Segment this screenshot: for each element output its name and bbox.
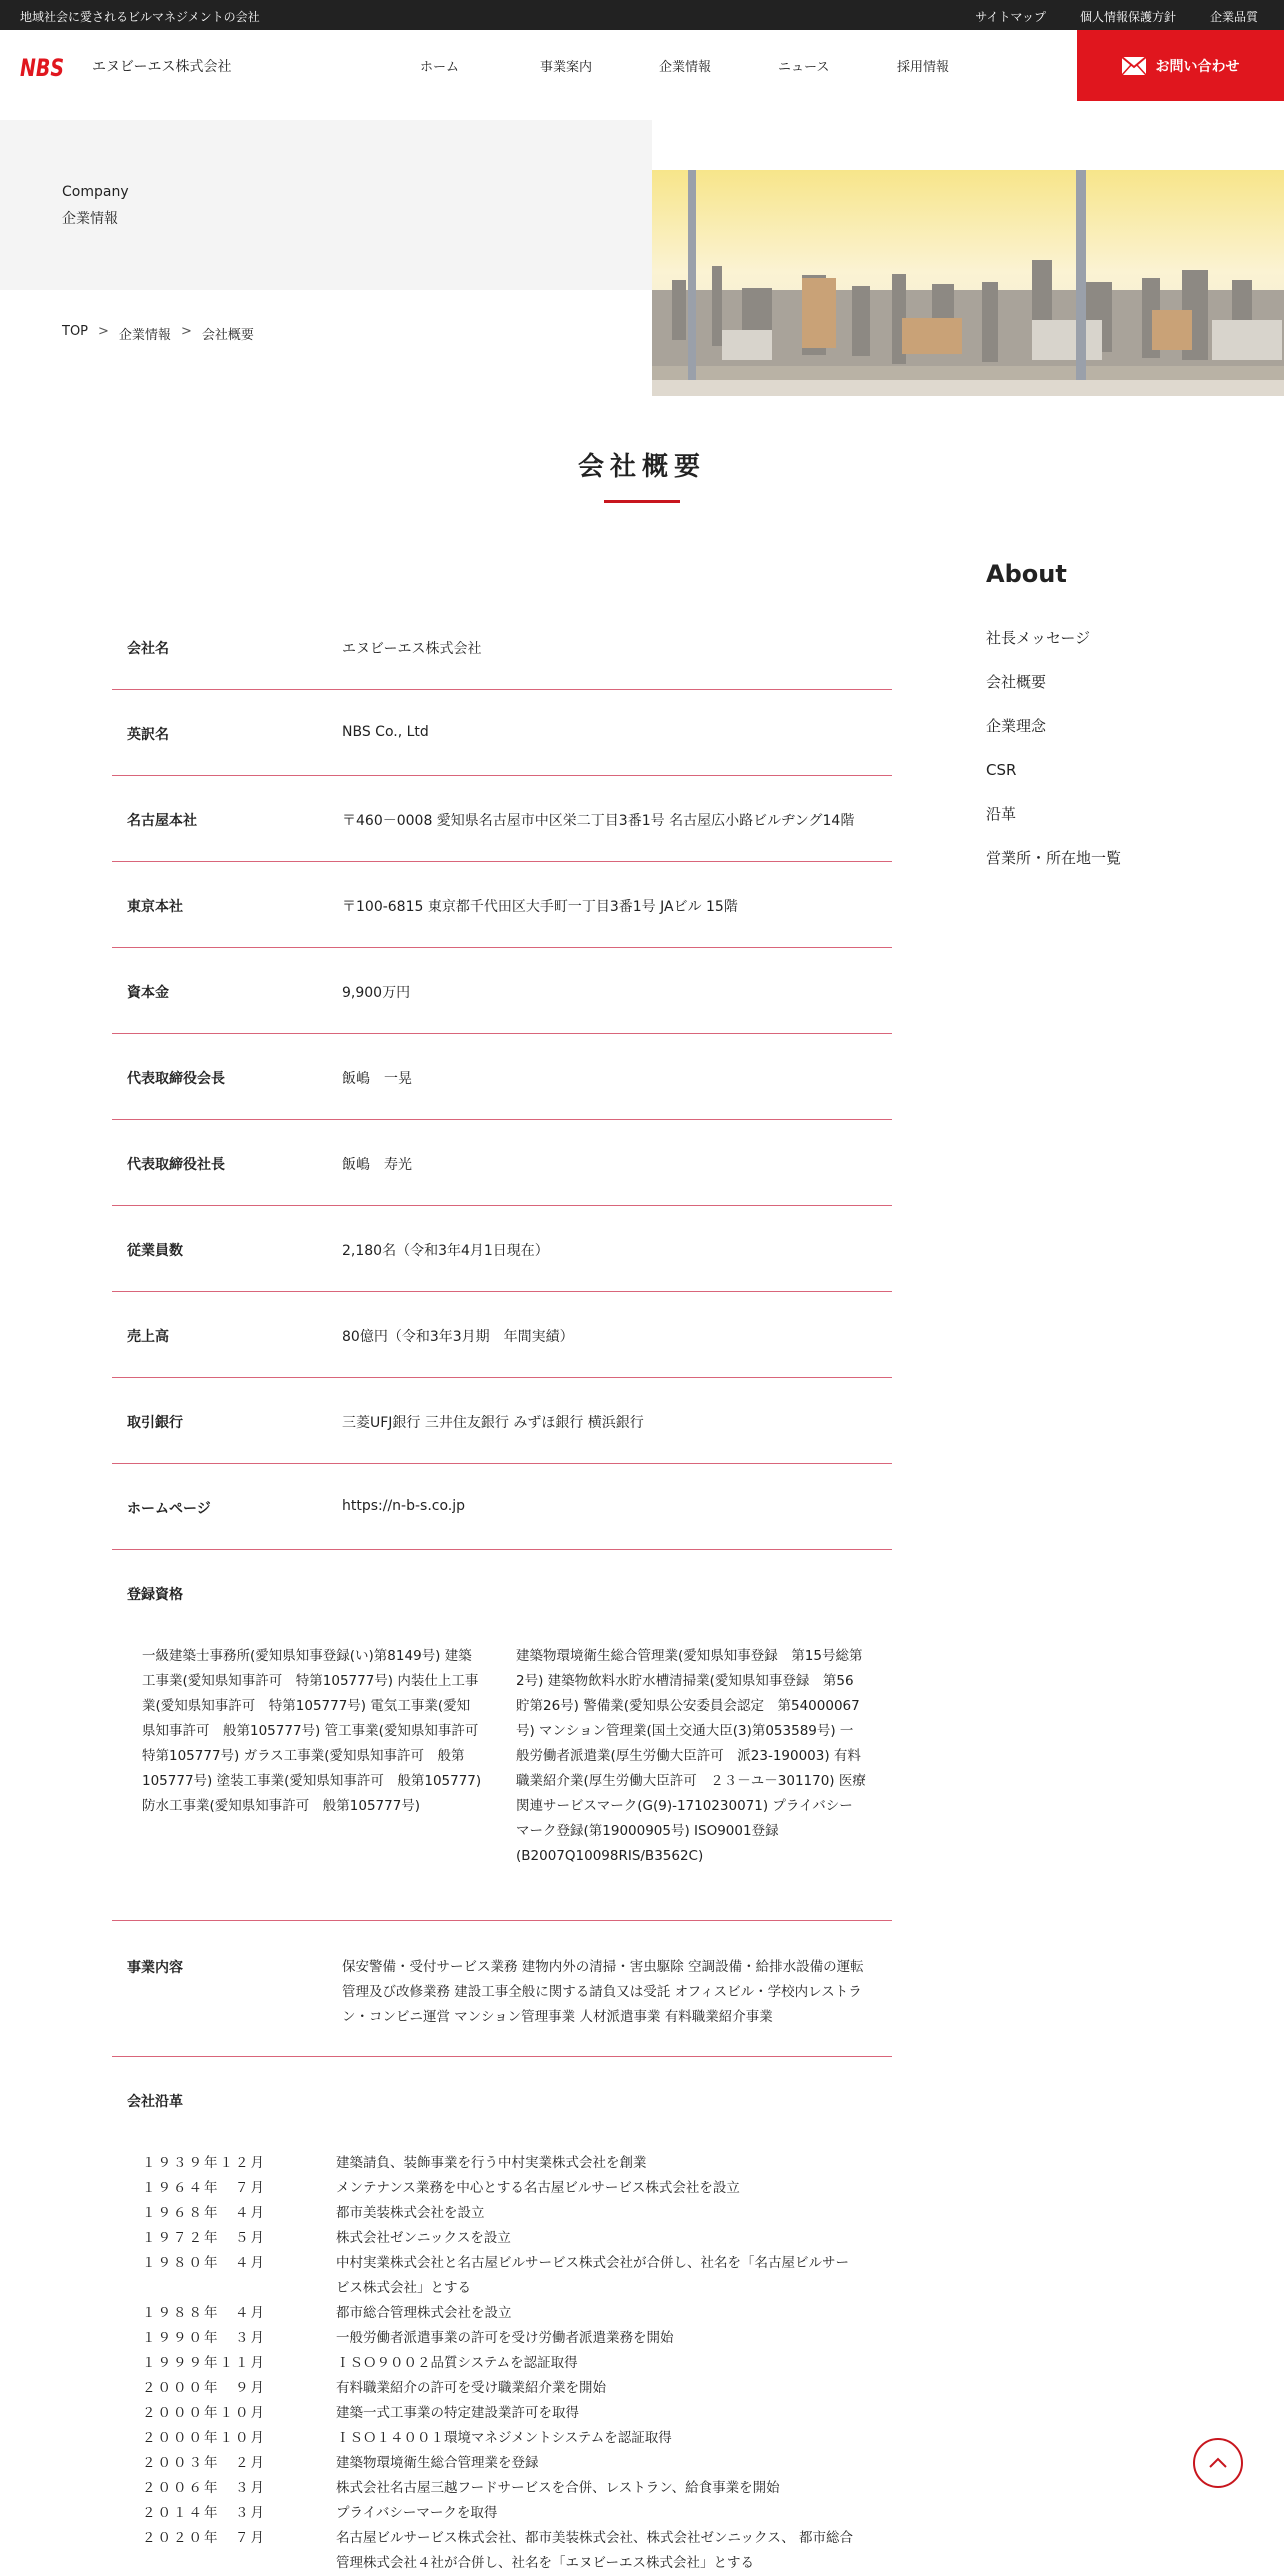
- utility-link-quality[interactable]: 企業品質: [1209, 10, 1258, 24]
- row-label: 代表取締役会長: [127, 1071, 225, 1087]
- side-item-profile[interactable]: 会社概要: [986, 673, 1047, 691]
- side-item-history[interactable]: 沿革: [986, 805, 1017, 823]
- row-label: 東京本社: [127, 899, 183, 915]
- row-label: 代表取締役社長: [127, 1157, 225, 1173]
- history-item: [142, 2451, 882, 2476]
- utility-link-sitemap[interactable]: サイトマップ: [975, 10, 1046, 24]
- row-label: 名古屋本社: [127, 813, 197, 829]
- side-nav-title: About: [986, 560, 1067, 588]
- row-label: 取引銀行: [127, 1415, 183, 1431]
- history-date: ２０００年 ９月: [142, 2380, 266, 2396]
- row-label: 会社沿革: [127, 2094, 183, 2110]
- breadcrumb-current: 会社概要: [201, 328, 254, 343]
- history-item: [142, 2401, 882, 2426]
- row-value: 〒100-6815 東京都千代田区大手町一丁目3番1号 JAビル 15階: [342, 899, 738, 915]
- hero-panel: [0, 120, 652, 290]
- table-row: [112, 1034, 892, 1120]
- history-date: １９９９年１１月: [142, 2355, 266, 2371]
- history-text: 名古屋ビルサービス株式会社、都市美装株式会社、株式会社ゼンニックス、 都市総合管理株式会社４社が合併し、社名を「エヌビーエス株式会社」とする: [336, 2530, 854, 2571]
- side-item-philosophy[interactable]: 企業理念: [986, 717, 1047, 735]
- history-text: 株式会社ゼンニックスを設立: [336, 2230, 511, 2246]
- row-label: 売上高: [127, 1329, 169, 1345]
- registration-list-left: 一級建築士事務所(愛知県知事登録(い)第8149号) 建築工事業(愛知県知事許可 特第105777号) 内装仕上工事業(愛知県知事許可 特第105777号) 電気工事業(愛知県知事許可 般第105777号) 管工事業(愛知県知事許可 特第105777号) ガラス工事業(愛知県知事許可 般第105777号) 塗装工事業(愛知県知事許可 般第105777) 防水工事業(愛知県知事許可 般第105777号): [142, 1648, 492, 1814]
- row-value: 三菱UFJ銀行 三井住友銀行 みずほ銀行 横浜銀行: [342, 1415, 644, 1431]
- history-text: 建築一式工事業の特定建設業許可を取得: [336, 2405, 579, 2421]
- history-text: ＩＳＯ１４００１環境マネジメントシステムを認証取得: [336, 2430, 672, 2446]
- table-row: [112, 1292, 892, 1378]
- history-item: [142, 2476, 882, 2501]
- row-value: 80億円（令和3年3月期 年間実績）: [342, 1329, 574, 1345]
- business-row: [112, 1921, 892, 2057]
- history-date: １９８８年 ４月: [142, 2305, 266, 2321]
- history-item: [142, 2526, 882, 2576]
- history-text: 都市総合管理株式会社を設立: [336, 2305, 512, 2321]
- table-row: [112, 1206, 892, 1292]
- table-row: [112, 1464, 892, 1550]
- contact-button[interactable]: [1077, 30, 1284, 101]
- row-label: 従業員数: [127, 1243, 183, 1259]
- hero-title-en: Company: [62, 184, 129, 200]
- history-item: [142, 2201, 882, 2226]
- history-text: 株式会社名古屋三越フードサービスを合併、レストラン、給食事業を開始: [336, 2480, 780, 2496]
- history-item: [142, 2376, 882, 2401]
- table-row: [112, 948, 892, 1034]
- row-value: エヌビーエス株式会社: [342, 641, 482, 657]
- utility-links: [975, 8, 1258, 25]
- homepage-link[interactable]: https://n-b-s.co.jp: [342, 1498, 466, 1514]
- history-text: メンテナンス業務を中心とする名古屋ビルサービス株式会社を設立: [336, 2180, 740, 2196]
- history-text: 有料職業紹介の許可を受け職業紹介業を開始: [336, 2380, 606, 2396]
- history-text: 一般労働者派遣事業の許可を受け労働者派遣業務を開始: [336, 2330, 674, 2346]
- cityscape-image: [652, 170, 1284, 396]
- row-label: 英訳名: [127, 727, 169, 743]
- history-date: １９６８年 ４月: [142, 2205, 266, 2221]
- row-label: 資本金: [127, 985, 169, 1001]
- registration-row: [112, 1550, 892, 1921]
- history-text: 都市美装株式会社を設立: [336, 2205, 485, 2221]
- nav-company[interactable]: 企業情報: [659, 60, 712, 75]
- breadcrumb-company[interactable]: 企業情報: [118, 328, 171, 343]
- history-date: １９７２年 ５月: [142, 2230, 266, 2246]
- side-item-offices[interactable]: 営業所・所在地一覧: [986, 849, 1122, 867]
- global-nav: [420, 56, 949, 75]
- history-date: １９３９年１２月: [142, 2155, 266, 2171]
- row-value: 飯嶋 一晃: [342, 1071, 412, 1087]
- history-item: [142, 2426, 882, 2451]
- nav-recruit[interactable]: 採用情報: [897, 60, 950, 75]
- breadcrumb-separator: >: [98, 324, 109, 339]
- row-value: 2,180名（令和3年4月1日現在）: [342, 1243, 549, 1259]
- history-date: ２０００年１０月: [142, 2405, 266, 2421]
- side-item-message[interactable]: 社長メッセージ: [986, 629, 1091, 647]
- chevron-up-icon: [1208, 2457, 1228, 2469]
- table-row: [112, 1120, 892, 1206]
- breadcrumb: [62, 324, 254, 343]
- company-name: エヌビーエス株式会社: [92, 59, 232, 75]
- utility-bar: [0, 0, 1284, 30]
- registration-list-right: 建築物環境衛生総合管理業(愛知県知事登録 第15号総第2号) 建築物飲料水貯水槽清掃業(愛知県知事登録 第56貯第26号) 警備業(愛知県公安委員会認定 第54000067号) マンション管理業(国土交通大臣(3)第053589号) 一般労働者派遣業(厚生労働大臣許可 派23-190003) 有料職業紹介業(厚生労働大臣許可 ２３－ユ－301170) 医療関連サービスマーク(G(9)-1710230071) プライバシーマーク登録(第19000905号) ISO9001登録(B2007Q10098RIS/B3562C): [516, 1648, 866, 1864]
- row-value: 飯嶋 寿光: [342, 1157, 412, 1173]
- history-date: １９９０年 ３月: [142, 2330, 266, 2346]
- row-value: 9,900万円: [342, 985, 411, 1001]
- business-description: 保安警備・受付サービス業務 建物内外の清掃・害虫駆除 空調設備・給排水設備の運転管理及び改修業務 建設工事全般に関する請負又は受託 オフィスビル・学校内レストラン・コンビニ運営 マンション管理事業 人材派遣事業 有料職業紹介事業: [342, 1959, 864, 2025]
- contact-label: お問い合わせ: [1155, 58, 1240, 75]
- row-value: 〒460－0008 愛知県名古屋市中区栄二丁目3番1号 名古屋広小路ビルヂング14階: [342, 813, 855, 829]
- nav-news[interactable]: ニュース: [778, 60, 830, 75]
- side-item-csr[interactable]: CSR: [986, 761, 1017, 779]
- breadcrumb-separator: >: [180, 324, 192, 339]
- table-row: [112, 690, 892, 776]
- table-row: [112, 862, 892, 948]
- site-header: [0, 30, 1284, 120]
- table-row: [112, 1378, 892, 1464]
- side-nav: [986, 560, 1236, 892]
- history-date: ２００６年 ３月: [142, 2480, 266, 2496]
- nav-home[interactable]: ホーム: [420, 60, 460, 75]
- company-profile-table: [112, 604, 892, 2571]
- table-row: [112, 604, 892, 690]
- history-item: [142, 2226, 882, 2251]
- history-text: 中村実業株式会社と名古屋ビルサービス株式会社が合併し、社名を「名古屋ビルサービス株式会社」とする: [336, 2255, 849, 2296]
- breadcrumb-top[interactable]: TOP: [62, 324, 89, 339]
- row-label: 登録資格: [127, 1587, 183, 1603]
- row-label: 会社名: [127, 641, 169, 657]
- history-text: プライバシーマークを取得: [336, 2505, 498, 2521]
- history-item: [142, 2501, 882, 2526]
- logo-text: NBS: [20, 54, 64, 82]
- table-row: [112, 776, 892, 862]
- page-top-button[interactable]: [1193, 2438, 1243, 2488]
- history-date: ２０１４年 ３月: [142, 2505, 266, 2521]
- nbs-logo-icon[interactable]: [20, 48, 64, 82]
- history-date: ２０２０年 ７月: [142, 2530, 266, 2546]
- mail-icon: [1122, 57, 1146, 75]
- row-label: ホームページ: [127, 1501, 211, 1517]
- row-label: 事業内容: [127, 1960, 183, 1976]
- history-item: [142, 2176, 882, 2201]
- history-item: [142, 2301, 882, 2326]
- nav-business[interactable]: 事業案内: [540, 60, 593, 75]
- history-item: [142, 2251, 882, 2301]
- history-date: ２００３年 ２月: [142, 2455, 266, 2471]
- page-title: 会社概要: [577, 452, 706, 482]
- history-date: １９６４年 ７月: [142, 2180, 266, 2196]
- history-text: 建築請負、装飾事業を行う中村実業株式会社を創業: [336, 2155, 647, 2171]
- history-text: 建築物環境衛生総合管理業を登録: [336, 2455, 539, 2471]
- site-tagline: 地域社会に愛されるビルマネジメントの会社: [20, 10, 260, 24]
- history-text: ＩＳＯ９００２品質システムを認証取得: [336, 2355, 578, 2371]
- history-date: ２０００年１０月: [142, 2430, 266, 2446]
- row-value: NBS Co., Ltd: [342, 724, 429, 740]
- history-list: [142, 2151, 882, 2576]
- history-date: １９８０年 ４月: [142, 2255, 266, 2271]
- history-item: [142, 2326, 882, 2351]
- hero-title-ja: 企業情報: [62, 211, 118, 227]
- utility-link-privacy[interactable]: 個人情報保護方針: [1079, 10, 1176, 24]
- title-underline: [604, 500, 680, 503]
- history-item: [142, 2151, 882, 2176]
- history-item: [142, 2351, 882, 2376]
